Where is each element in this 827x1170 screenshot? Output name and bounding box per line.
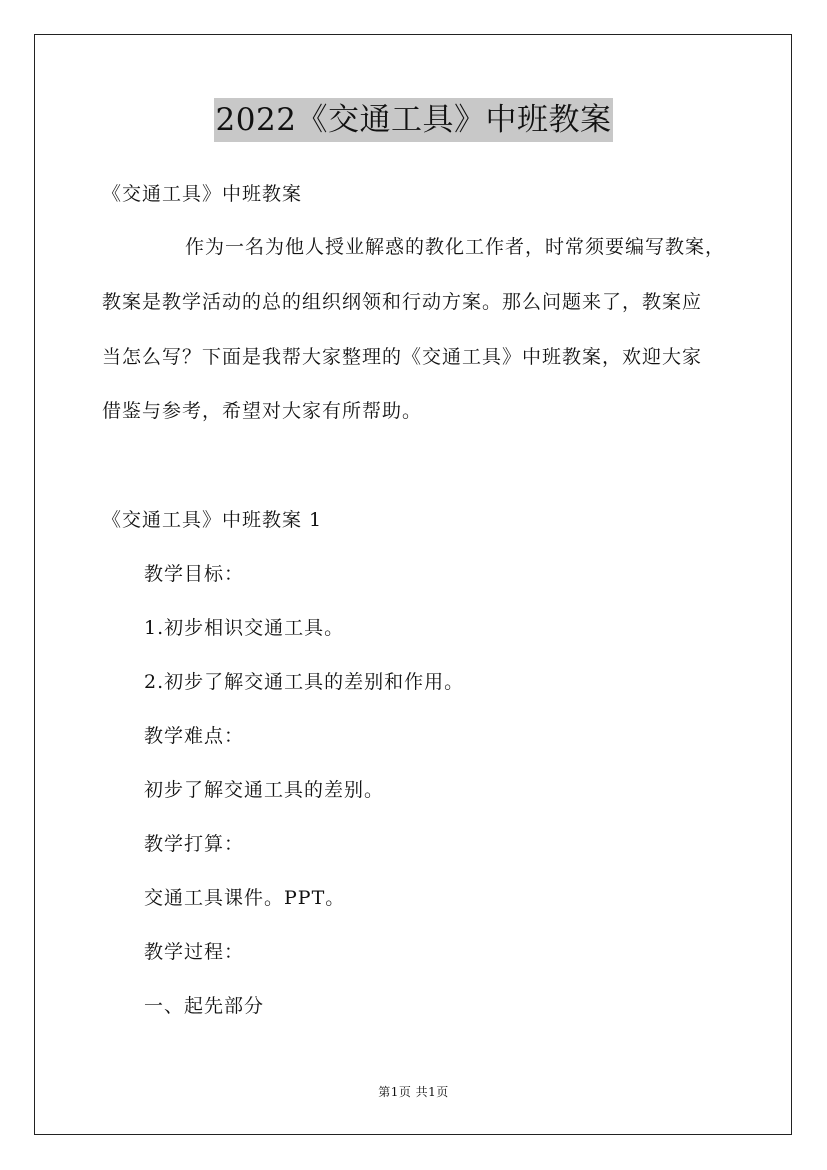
intro-line-2: 教案是教学活动的总的组织纲领和行动方案。那么问题来了，教案应	[102, 291, 703, 313]
intro-line-3: 当怎么写？下面是我帮大家整理的《交通工具》中班教案，欢迎大家	[102, 346, 703, 368]
document-subtitle: 《交通工具》中班教案	[102, 183, 303, 205]
title-container	[0, 98, 827, 142]
body-line-4: 教学难点：	[144, 725, 245, 747]
body-line-3: 2.初步了解交通工具的差别和作用。	[144, 671, 465, 693]
document-title: 2022《交通工具》中班教案	[214, 98, 614, 142]
intro-line-1: 作为一名为他人授业解惑的教化工作者，时常须要编写教案，	[185, 236, 726, 258]
body-line-5: 初步了解交通工具的差别。	[144, 779, 385, 801]
page-footer: 第1页 共1页	[378, 1085, 449, 1099]
body-line-9: 一、起先部分	[144, 995, 265, 1017]
body-line-2: 1.初步相识交通工具。	[144, 617, 345, 639]
section-heading: 《交通工具》中班教案 1	[102, 509, 323, 531]
body-line-1: 教学目标：	[144, 563, 245, 585]
body-line-6: 教学打算：	[144, 833, 245, 855]
body-line-8: 教学过程：	[144, 941, 245, 963]
intro-line-4: 借鉴与参考，希望对大家有所帮助。	[102, 400, 423, 422]
body-line-7: 交通工具课件。PPT。	[144, 887, 346, 909]
